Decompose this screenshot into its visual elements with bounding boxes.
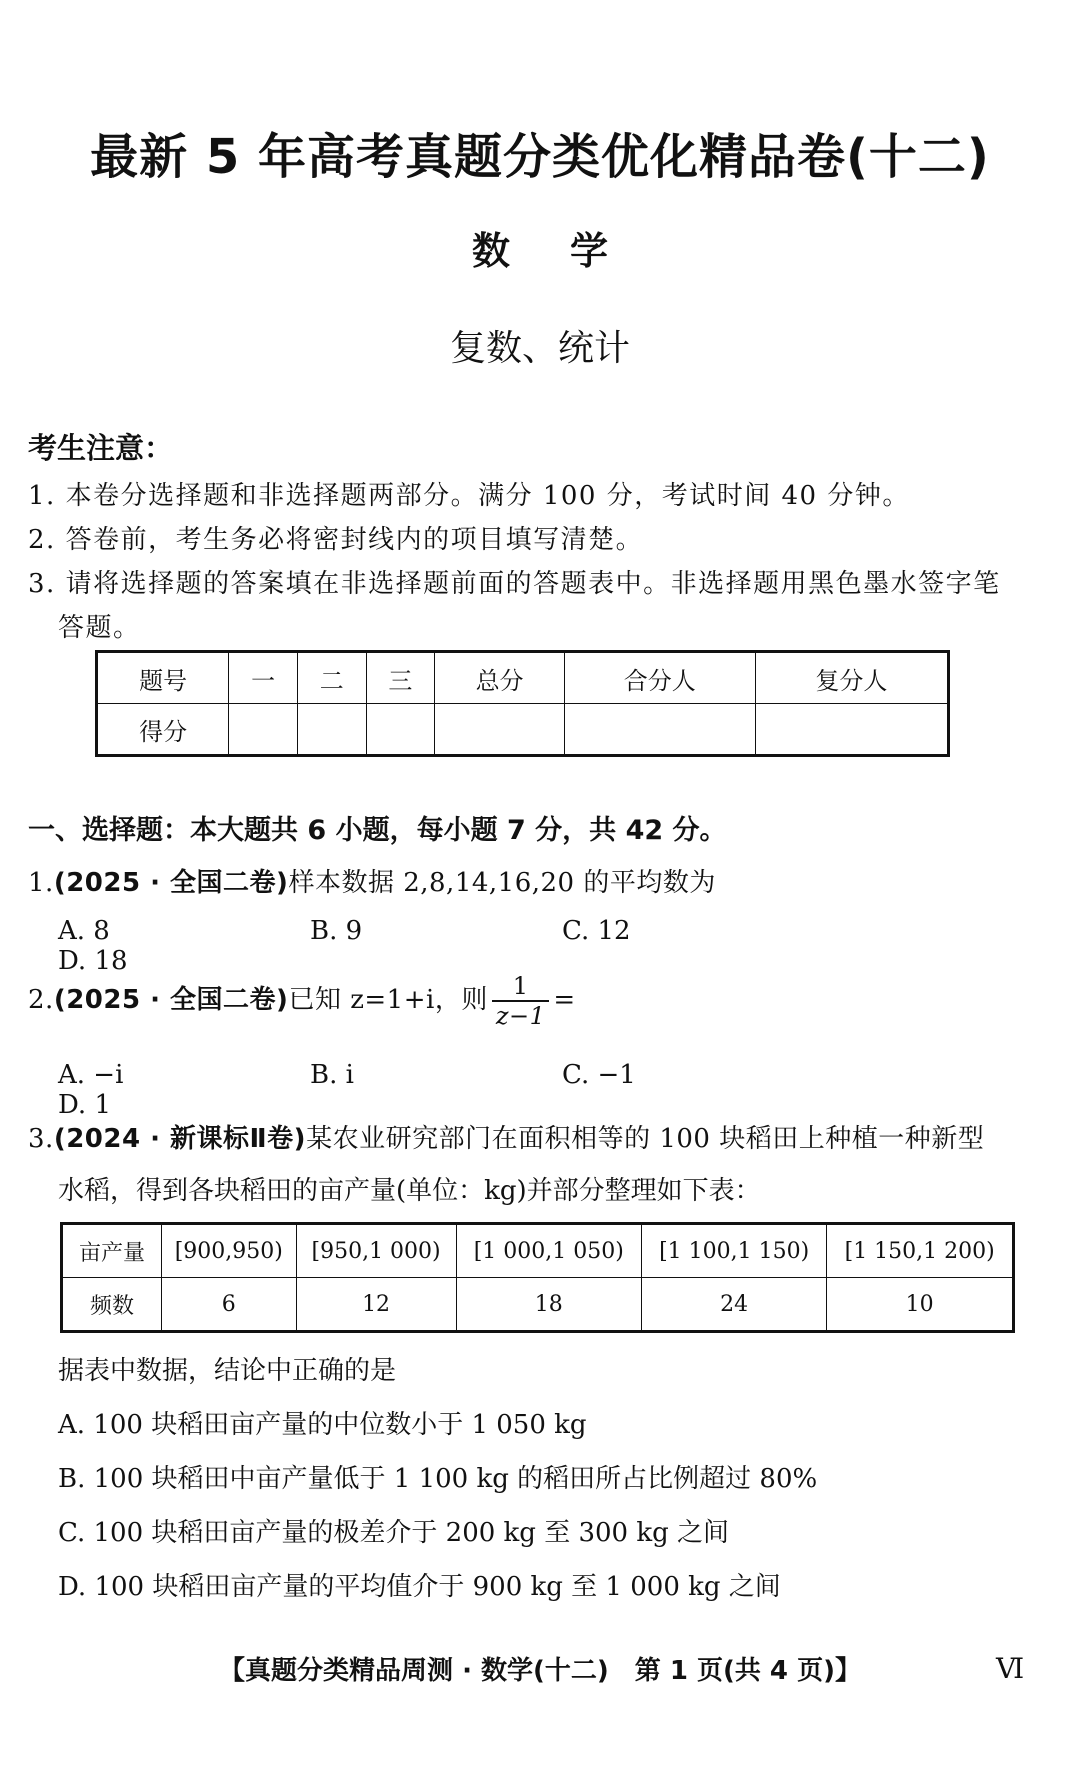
question-source: (2025 · 全国二卷) xyxy=(53,985,289,1015)
score-cell xyxy=(435,704,565,756)
yield-interval: [950,1 000) xyxy=(296,1224,456,1278)
yield-interval: [1 150,1 200) xyxy=(827,1224,1014,1278)
option-c: C. 12 xyxy=(562,916,631,946)
question-3-stem: 据表中数据，结论中正确的是 xyxy=(58,1356,397,1386)
notice-item-3-cont-text: 答题。 xyxy=(58,613,141,643)
option-b: B. 100 块稻田中亩产量低于 1 100 kg 的稻田所占比例超过 80% xyxy=(58,1464,818,1494)
yield-interval: [1 100,1 150) xyxy=(641,1224,826,1278)
version-mark: Ⅵ xyxy=(996,1652,1025,1685)
notice-title: 考生注意： xyxy=(28,431,174,465)
question-2-options xyxy=(58,1060,958,1120)
fraction-numerator: 1 xyxy=(492,972,550,1002)
yield-table xyxy=(60,1222,1015,1333)
fraction xyxy=(492,972,550,1030)
score-header-cell: 复分人 xyxy=(755,652,948,704)
question-number: 2. xyxy=(28,985,54,1015)
score-table-score-row xyxy=(97,704,949,756)
score-cell xyxy=(564,704,755,756)
option-d: D. 1 xyxy=(58,1090,111,1120)
yield-row-label: 亩产量 xyxy=(62,1224,162,1278)
notice-item-2: 2. 答卷前，考生务必将密封线内的项目填写清楚。 xyxy=(28,525,644,555)
score-header-cell: 一 xyxy=(229,652,298,704)
question-3-text-cont: 水稻，得到各块稻田的亩产量(单位：kg)并部分整理如下表： xyxy=(58,1176,761,1206)
exam-title: 最新 5 年高考真题分类优化精品卷(十二) xyxy=(90,129,990,185)
fraction-denominator: z−1 xyxy=(495,1002,546,1030)
score-row-label: 得分 xyxy=(97,704,229,756)
frequency-row xyxy=(62,1278,1014,1332)
frequency-cell: 24 xyxy=(641,1278,826,1332)
score-header-cell: 题号 xyxy=(97,652,229,704)
topic-heading: 复数、统计 xyxy=(449,328,630,369)
yield-interval: [900,950) xyxy=(162,1224,297,1278)
option-c: C. 100 块稻田亩产量的极差介于 200 kg 至 300 kg 之间 xyxy=(58,1518,730,1548)
option-d: D. 18 xyxy=(58,946,128,976)
score-header-cell: 三 xyxy=(366,652,435,704)
question-source: (2024 · 新课标Ⅱ卷) xyxy=(53,1124,307,1154)
score-cell xyxy=(229,704,298,756)
notice-item-1: 1. 本卷分选择题和非选择题两部分。满分 100 分，考试时间 40 分钟。 xyxy=(28,481,910,511)
yield-interval: [1 000,1 050) xyxy=(456,1224,641,1278)
option-d: D. 100 块稻田亩产量的平均值介于 900 kg 至 1 000 kg 之间 xyxy=(58,1572,781,1602)
question-number: 3. xyxy=(28,1124,54,1154)
question-text: 已知 z=1+i，则 xyxy=(288,985,488,1015)
question-3 xyxy=(28,1118,984,1155)
score-header-cell: 二 xyxy=(297,652,366,704)
question-2 xyxy=(28,972,576,1030)
score-header-cell: 合分人 xyxy=(564,652,755,704)
score-table-header-row xyxy=(97,652,949,704)
frequency-cell: 12 xyxy=(296,1278,456,1332)
score-cell xyxy=(755,704,948,756)
question-text-end: = xyxy=(553,985,576,1015)
option-c: C. −1 xyxy=(562,1060,636,1090)
question-1-options xyxy=(58,916,958,976)
question-source: (2025 · 全国二卷) xyxy=(53,868,289,898)
yield-row xyxy=(62,1224,1014,1278)
frequency-row-label: 频数 xyxy=(62,1278,162,1332)
question-number: 1. xyxy=(28,868,54,898)
option-a: A. 100 块稻田亩产量的中位数小于 1 050 kg xyxy=(58,1410,587,1440)
score-table xyxy=(95,650,950,757)
question-text: 样本数据 2,8,14,16,20 的平均数为 xyxy=(288,868,716,898)
score-cell xyxy=(366,704,435,756)
score-cell xyxy=(297,704,366,756)
option-b: B. 9 xyxy=(310,916,363,946)
notice-item-3-cont xyxy=(28,606,1038,650)
frequency-cell: 18 xyxy=(456,1278,641,1332)
frequency-cell: 10 xyxy=(827,1278,1014,1332)
option-b: B. i xyxy=(310,1060,354,1090)
option-a: A. 8 xyxy=(58,916,110,946)
notice-item-3: 3. 请将选择题的答案填在非选择题前面的答题表中。非选择题用黑色墨水签字笔 xyxy=(28,569,1001,599)
frequency-cell: 6 xyxy=(162,1278,297,1332)
question-1 xyxy=(28,862,716,899)
option-a: A. −i xyxy=(58,1060,124,1090)
section-title: 一、选择题：本大题共 6 小题，每小题 7 分，共 42 分。 xyxy=(28,815,727,846)
page-footer: 【真题分类精品周测 · 数学(十二) 第 1 页(共 4 页)】 xyxy=(219,1656,861,1686)
question-text: 某农业研究部门在面积相等的 100 块稻田上种植一种新型 xyxy=(306,1124,985,1154)
score-header-cell: 总分 xyxy=(435,652,565,704)
subject-heading: 数学 xyxy=(471,229,668,273)
